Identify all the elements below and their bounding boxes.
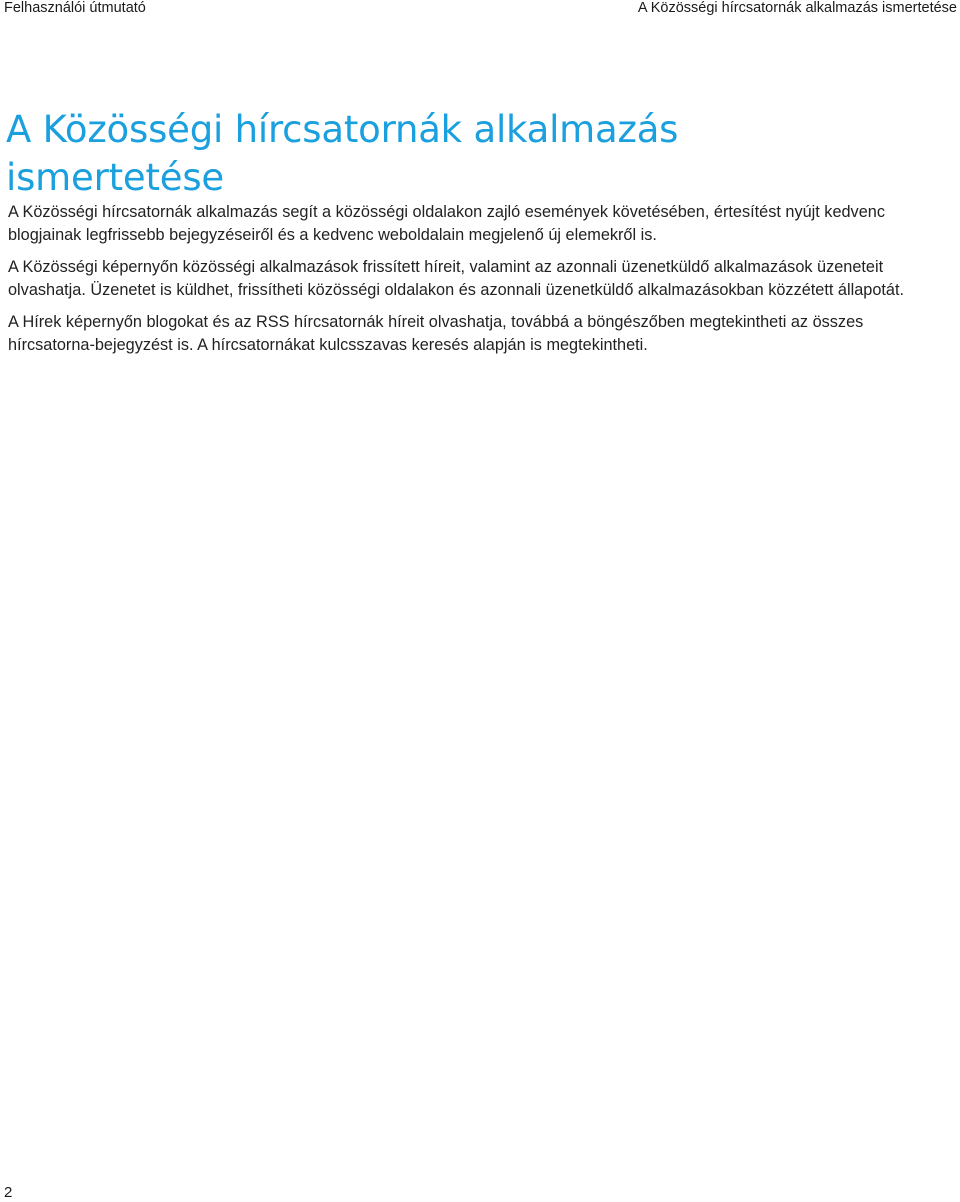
page-title-line-2: ismertetése bbox=[6, 156, 224, 199]
paragraph-news-screen: A Hírek képernyőn blogokat és az RSS hírcsatornák híreit olvashatja, továbbá a böngészőben megtekintheti az összes hírcsatorna-bejegyzést is. A hírcsatornákat kulcsszavas keresés alapján is megtekintheti. bbox=[8, 313, 864, 354]
header-document-title: Felhasználói útmutató bbox=[4, 0, 146, 16]
paragraph-intro: A Közösségi hírcsatornák alkalmazás segít a közösségi oldalakon zajló események követésében, értesítést nyújt kedvenc blogjainak legfrissebb bejegyzéseiről és a kedvenc weboldalain megjelenő új elemekről is. bbox=[8, 203, 885, 244]
body-content bbox=[8, 201, 954, 366]
page-number: 2 bbox=[4, 1184, 13, 1201]
paragraph-social-screen: A Közösségi képernyőn közösségi alkalmazások frissített híreit, valamint az azonnali üzenetküldő alkalmazások üzeneteit olvashatja. Üzenetet is küldhet, frissítheti közösségi oldalakon és azonnali üzenetküldő alkalmazásokban közzétett állapotát. bbox=[8, 258, 904, 299]
page-title bbox=[6, 106, 906, 202]
page-title-line-1: A Közösségi hírcsatornák alkalmazás bbox=[6, 108, 679, 151]
running-header bbox=[0, 0, 960, 20]
header-section-title: A Közösségi hírcsatornák alkalmazás ismertetése bbox=[637, 0, 957, 16]
